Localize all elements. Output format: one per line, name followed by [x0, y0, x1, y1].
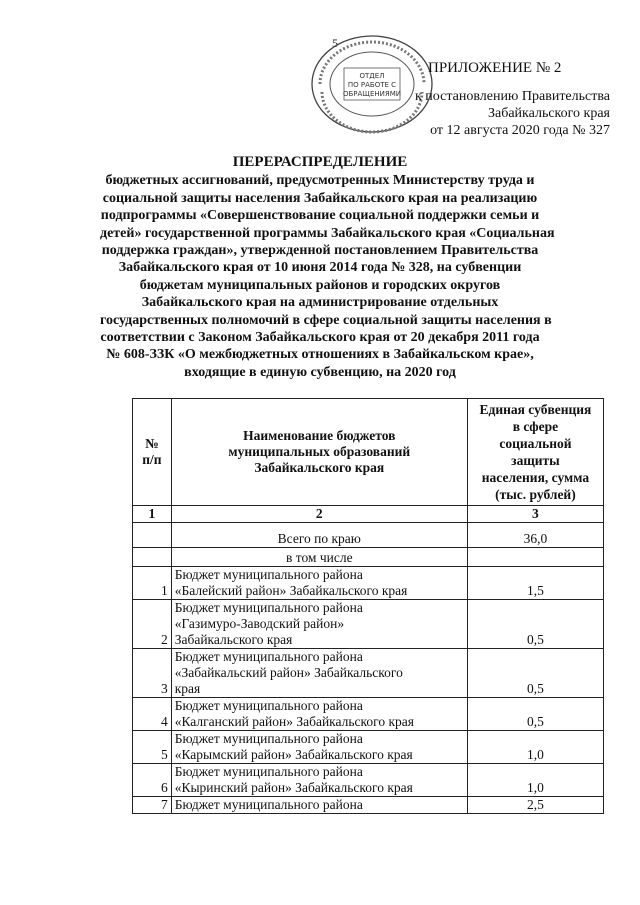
- row-name: Бюджет муниципального района «Карымский район» Забайкальского края: [171, 731, 467, 764]
- row-name: Бюджет муниципального района: [171, 797, 467, 814]
- row-value: 1,5: [467, 567, 603, 600]
- row-num: 7: [133, 797, 172, 814]
- header-sum: Единая субвенция в сфере социальной защиты населения, сумма (тыс. рублей): [467, 399, 603, 506]
- row-name: Бюджет муниципального района «Калганский район» Забайкальского края: [171, 698, 467, 731]
- row-num: 2: [133, 600, 172, 649]
- including-label: в том числе: [171, 548, 467, 567]
- table-row: [133, 731, 604, 764]
- table-row: [133, 764, 604, 797]
- table-row: [133, 698, 604, 731]
- column-number: 3: [467, 506, 603, 523]
- title-line: социальной защиты населения Забайкальского края на реализацию: [102, 190, 538, 206]
- row-value: 1,0: [467, 731, 603, 764]
- title-line: Забайкальского края от 10 июня 2014 года № 328, на субвенции: [118, 260, 522, 276]
- row-name: Бюджет муниципального района «Балейский район» Забайкальского края: [171, 567, 467, 600]
- row-num: 1: [133, 567, 172, 600]
- stamp-line-1: ОТДЕЛ: [359, 72, 385, 80]
- stamp-line-2: ПО РАБОТЕ С: [347, 81, 397, 89]
- ref-line: Забайкальского края: [487, 106, 610, 121]
- stamp-number: 5: [332, 36, 338, 50]
- title-line: бюджетных ассигнований, предусмотренных Министерству труда и: [105, 173, 535, 189]
- header-name: Наименование бюджетов муниципальных образований Забайкальского края: [171, 399, 467, 506]
- table-row: [133, 649, 604, 698]
- total-row: [133, 523, 604, 548]
- row-value: 2,5: [467, 797, 603, 814]
- row-value: 0,5: [467, 600, 603, 649]
- row-value: 1,0: [467, 764, 603, 797]
- title-line: входящие в единую субвенцию, на 2020 год: [184, 364, 456, 380]
- table-row: [133, 797, 604, 814]
- row-value: 0,5: [467, 649, 603, 698]
- row-num: 3: [133, 649, 172, 698]
- row-name: Бюджет муниципального района «Кыринский район» Забайкальского края: [171, 764, 467, 797]
- document-title: [100, 154, 555, 381]
- row-value: 0,5: [467, 698, 603, 731]
- title-line: государственных полномочий в сфере социальной защиты населения в: [100, 312, 552, 328]
- column-number-row: [133, 506, 604, 523]
- row-name: Бюджет муниципального района «Забайкальский район» Забайкальского края: [171, 649, 467, 698]
- title-line: бюджетам муниципальных районов и городских округов: [139, 277, 501, 293]
- ref-line: от 12 августа 2020 года № 327: [430, 123, 610, 138]
- column-number: 1: [133, 506, 172, 523]
- row-num: 6: [133, 764, 172, 797]
- total-label: Всего по краю: [171, 523, 467, 548]
- decree-reference: [390, 88, 610, 139]
- ref-line: к постановлению Правительства: [414, 89, 610, 104]
- title-line: № 608-ЗЗК «О межбюджетных отношениях в Забайкальском крае»,: [106, 347, 534, 363]
- total-value: 36,0: [467, 523, 603, 548]
- column-number: 2: [171, 506, 467, 523]
- title-line: соответствии с Законом Забайкальского края от 20 декабря 2011 года: [100, 330, 540, 346]
- row-num: 4: [133, 698, 172, 731]
- title-line: подпрограммы «Совершенствование социальной поддержки семьи и: [100, 208, 540, 224]
- title-line: поддержка граждан», утвержденной постановлением Правительства: [101, 243, 539, 259]
- title-line: детей» государственной программы Забайкальского края «Социальная: [100, 225, 555, 241]
- title-main: ПЕРЕРАСПРЕДЕЛЕНИЕ: [232, 154, 408, 170]
- title-line: Забайкальского края на администрирование отдельных: [141, 295, 499, 311]
- stamp-line-3: ОБРАЩЕНИЯМИ: [342, 90, 402, 98]
- row-num: 5: [133, 731, 172, 764]
- table-header-row: [133, 399, 604, 506]
- appendix-label: ПРИЛОЖЕНИЕ № 2: [428, 60, 562, 76]
- row-name: Бюджет муниципального района «Газимуро-Заводский район» Забайкальского края: [171, 600, 467, 649]
- table-row: [133, 600, 604, 649]
- including-row: [133, 548, 604, 567]
- allocation-table: [132, 398, 604, 814]
- table-row: [133, 567, 604, 600]
- header-num: № п/п: [133, 399, 172, 506]
